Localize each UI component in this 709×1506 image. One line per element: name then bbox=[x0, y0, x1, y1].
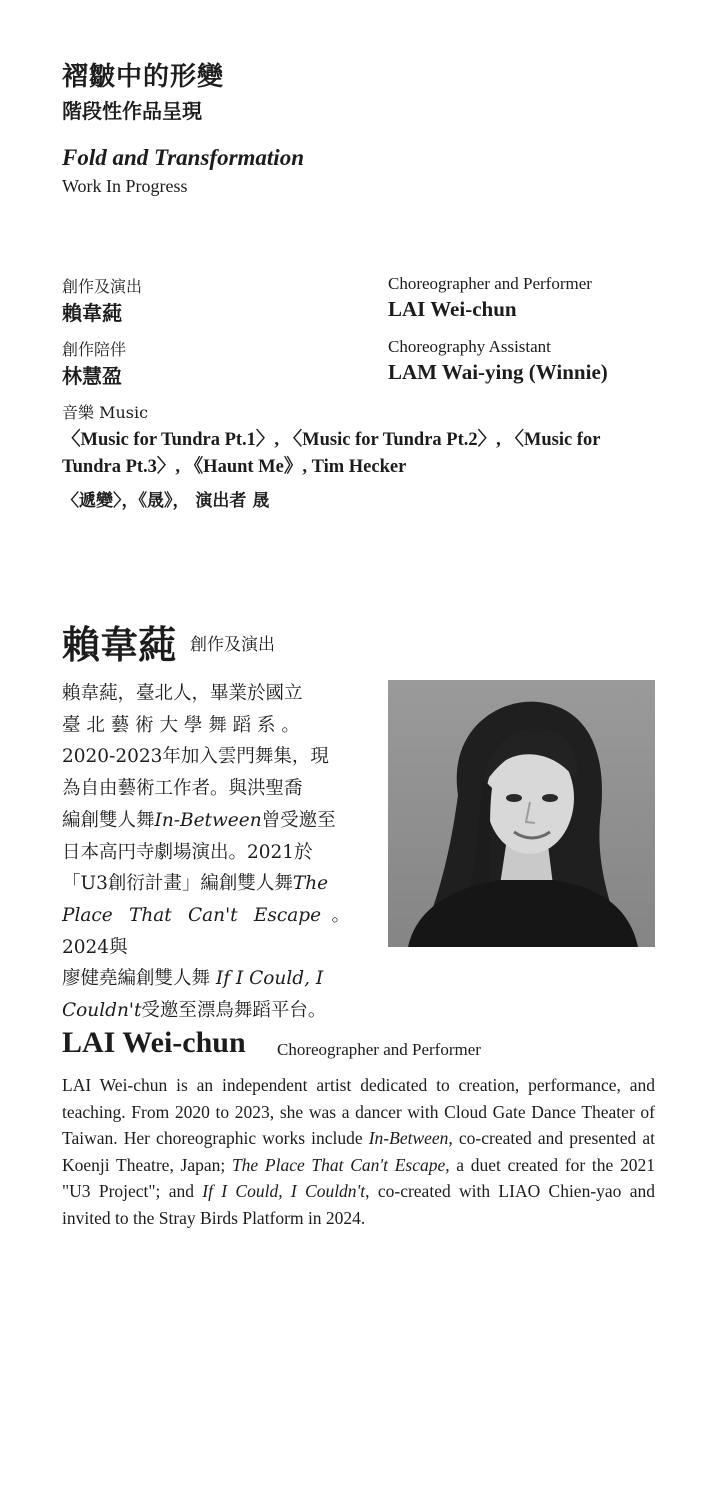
credit-en-role: Choreography Assistant bbox=[388, 337, 551, 356]
bio-en-seg: , a duet created for the 2021 "U3 Project"; and bbox=[62, 1154, 655, 1202]
bio-zh-line bbox=[62, 805, 350, 837]
music-line: 〈遞變〉，《晟》， 演出者 晟 bbox=[62, 491, 270, 511]
bio-en-italic: If I Could, I Couldn't bbox=[202, 1181, 366, 1202]
zh-title: 褶皺中的形變 bbox=[62, 62, 225, 92]
portrait-photo bbox=[388, 680, 655, 947]
bio-en-text bbox=[62, 1072, 655, 1232]
bio-zh-line bbox=[62, 868, 350, 900]
bio-zh-line bbox=[62, 900, 350, 963]
bio-zh-line bbox=[62, 963, 350, 995]
bio-zh-seg: 編創雙人舞 bbox=[62, 809, 155, 831]
bio-zh-italic: Place That Can't Escape bbox=[62, 904, 322, 926]
credit-zh-role: 創作陪伴 bbox=[62, 340, 127, 359]
bio-zh-line: 臺 北 藝 術 大 學 舞 蹈 系 。 bbox=[62, 714, 300, 736]
music-line: Tundra Pt.3〉, 《Haunt Me》, Tim Hecker bbox=[62, 457, 407, 477]
music-line: 〈Music for Tundra Pt.1〉, 〈Music for Tundra Pt.2〉, 〈Music for bbox=[62, 430, 601, 450]
bio-zh-text bbox=[62, 678, 350, 1027]
credit-zh-name: 賴韋蒓 bbox=[62, 301, 122, 325]
bio-zh-seg: 受邀至漂鳥舞蹈平台。 bbox=[141, 1000, 327, 1022]
bio-zh-role: 創作及演出 bbox=[190, 635, 275, 655]
bio-en-seg: , co-created and presented at Koenji Theatre, Japan; bbox=[62, 1128, 655, 1175]
en-subtitle: Work In Progress bbox=[62, 176, 188, 196]
bio-en-italic: In-Between bbox=[368, 1128, 449, 1149]
bio-zh-seg: 曾受邀至 bbox=[261, 809, 336, 831]
bio-en-seg: LAI Wei-chun is an independent artist dedicated to creation, performance, and teaching. From 2020 to 2023, she was a dancer with Cloud Gate Dance Theater of Taiwan. Her choreographic works include bbox=[62, 1075, 655, 1149]
bio-zh-seg: 「U3創衍計畫」編創雙人舞 bbox=[62, 873, 293, 895]
credit-en-name: LAI Wei-chun bbox=[388, 297, 517, 321]
credit-en-role: Choreographer and Performer bbox=[388, 274, 592, 293]
zh-subtitle: 階段性作品呈現 bbox=[62, 99, 202, 123]
bio-zh-line: 為自由藝術工作者。與洪聖喬 bbox=[62, 778, 303, 800]
bio-zh-line: 2020-2023年加入雲門舞集，現 bbox=[62, 746, 329, 768]
bio-zh-italic: If I Could, I bbox=[215, 968, 324, 990]
bio-zh-line: 日本高円寺劇場演出。2021於 bbox=[62, 841, 313, 863]
en-title: Fold and Transformation bbox=[62, 145, 304, 170]
bio-zh-line: 賴韋蒓，臺北人，畢業於國立 bbox=[62, 683, 303, 704]
bio-zh-italic: Couldn't bbox=[62, 1000, 142, 1022]
credit-en-name: LAM Wai-ying (Winnie) bbox=[388, 360, 608, 384]
bio-zh-italic: The bbox=[292, 873, 329, 895]
music-label: 音樂 Music bbox=[62, 403, 149, 422]
bio-en-italic: The Place That Can't Escape bbox=[231, 1154, 446, 1175]
bio-zh-name: 賴韋蒓 bbox=[62, 622, 177, 667]
bio-en-role: Choreographer and Performer bbox=[277, 1040, 481, 1059]
bio-zh-seg: 廖健堯編創雙人舞 bbox=[62, 968, 216, 990]
bio-zh-seg: 。2024與 bbox=[62, 904, 350, 958]
credit-zh-role: 創作及演出 bbox=[62, 277, 143, 296]
bio-zh-italic: In-Between bbox=[154, 809, 262, 831]
bio-en-name: LAI Wei-chun bbox=[62, 1026, 246, 1059]
credit-zh-name: 林慧盈 bbox=[62, 364, 122, 388]
bio-en-seg: , co-created with LIAO Chien-yao and invited to the Stray Birds Platform in 2024. bbox=[62, 1181, 655, 1228]
bio-zh-line bbox=[62, 995, 350, 1027]
